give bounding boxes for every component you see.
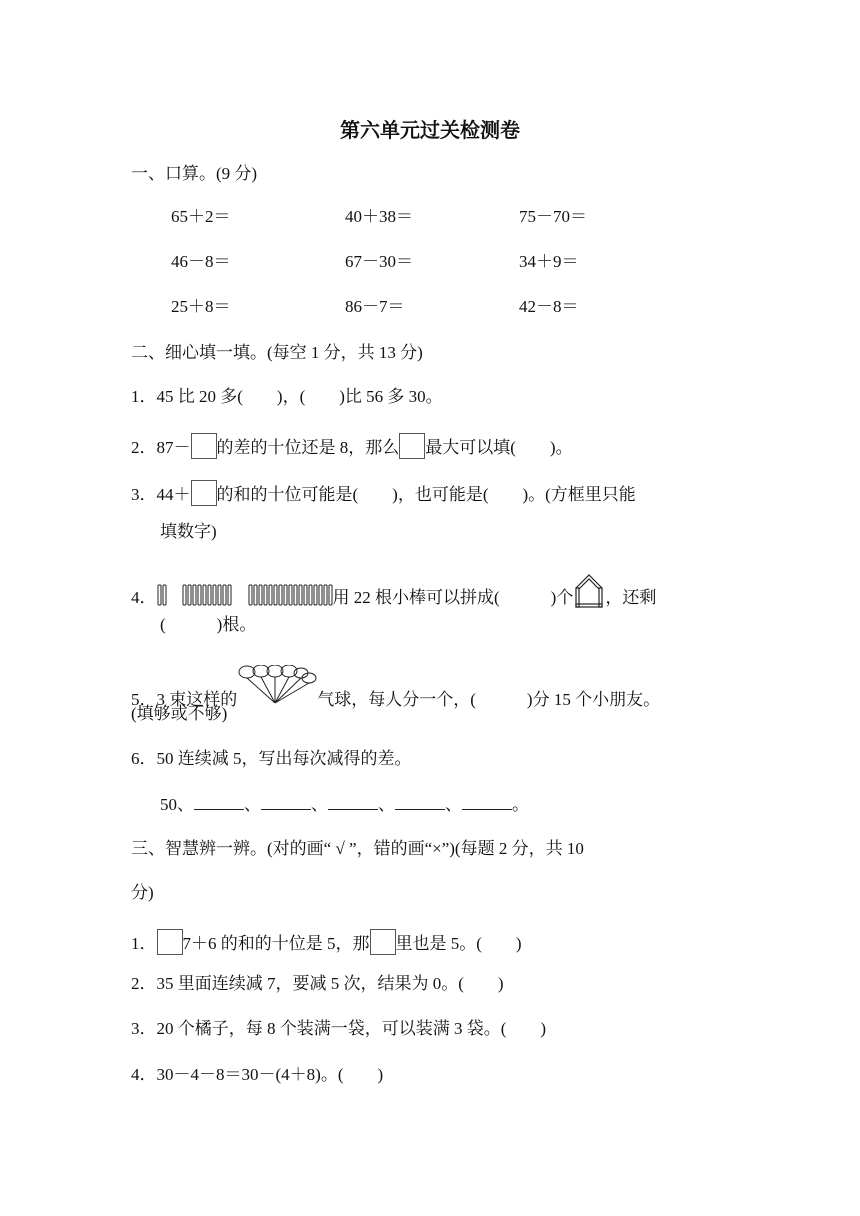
question-number: 1． <box>131 934 157 953</box>
answer-blank[interactable] <box>328 795 378 810</box>
separator: 、 <box>378 795 395 814</box>
question-text: 用 22 根小棒可以拼成( )个 <box>332 588 574 607</box>
answer-blank[interactable] <box>395 795 445 810</box>
question-text: 3．44＋ <box>131 485 191 504</box>
question-2-3 <box>131 480 636 506</box>
calc-item: 67－30＝ <box>345 252 413 271</box>
end-mark: 。 <box>512 795 529 814</box>
question-text: 7＋6 的和的十位是 5，那 <box>182 934 370 953</box>
question-3-4: 4．30－4－8＝30－(4＋8)。( ) <box>131 1065 384 1084</box>
answer-box[interactable] <box>191 480 217 506</box>
calc-item: 75－70＝ <box>519 207 587 226</box>
question-text: 气球，每人分一个，( )分 15 个小朋友。 <box>317 690 661 709</box>
section3-heading: 三、智慧辨一辨。(对的画“ √ ”，错的画“×”)(每题 2 分，共 10 <box>131 839 584 858</box>
question-2-4-cont: ( )根。 <box>160 615 257 634</box>
question-2-2 <box>131 433 573 459</box>
separator: 、 <box>244 795 261 814</box>
section3-heading-cont: 分) <box>131 883 154 902</box>
question-2-3-cont: 填数字) <box>160 522 217 541</box>
question-2-4 <box>131 573 656 609</box>
question-2-6-answers <box>160 794 529 816</box>
answer-blank[interactable] <box>194 795 244 810</box>
question-2-1: 1．45 比 20 多( )，( )比 56 多 30。 <box>131 387 443 406</box>
question-text: ，还剩 <box>605 588 657 607</box>
calc-item: 34＋9＝ <box>519 252 579 271</box>
section1-heading: 一、口算。(9 分) <box>131 164 258 183</box>
calc-item: 25＋8＝ <box>171 297 231 316</box>
question-text: 2．87－ <box>131 438 191 457</box>
answer-blank[interactable] <box>462 795 512 810</box>
calc-item: 40＋38＝ <box>345 207 413 226</box>
calc-item: 42－8＝ <box>519 297 579 316</box>
answer-box[interactable] <box>157 929 183 955</box>
sticks-image <box>157 583 333 607</box>
question-2-6: 6．50 连续减 5，写出每次减得的差。 <box>131 749 412 768</box>
question-text: 的差的十位还是 8，那么 <box>216 438 400 457</box>
balloons-image <box>237 665 317 709</box>
question-3-3: 3．20 个橘子，每 8 个装满一袋，可以装满 3 袋。( ) <box>131 1019 547 1038</box>
question-2-5-cont: (填够或不够) <box>131 704 228 723</box>
question-text: 5．3 束这样的 <box>131 690 238 709</box>
answer-blank[interactable] <box>261 795 311 810</box>
answer-box[interactable] <box>370 929 396 955</box>
house-shape-icon <box>573 573 605 609</box>
question-3-1 <box>131 929 522 955</box>
separator: 、 <box>311 795 328 814</box>
separator: 、 <box>445 795 462 814</box>
answer-box[interactable] <box>399 433 425 459</box>
page-title: 第六单元过关检测卷 <box>340 118 520 142</box>
answer-box[interactable] <box>191 433 217 459</box>
question-3-2: 2．35 里面连续减 7，要减 5 次，结果为 0。( ) <box>131 974 504 993</box>
question-text: 最大可以填( )。 <box>425 438 573 457</box>
question-text: 的和的十位可能是( )，也可能是( )。(方框里只能 <box>216 485 636 504</box>
calc-item: 65＋2＝ <box>171 207 231 226</box>
calc-item: 86－7＝ <box>345 297 405 316</box>
question-text: 里也是 5。( ) <box>395 934 522 953</box>
section2-heading: 二、细心填一填。(每空 1 分，共 13 分) <box>131 343 423 362</box>
calc-item: 46－8＝ <box>171 252 231 271</box>
question-number: 4． <box>131 588 157 607</box>
start-number: 50、 <box>160 795 194 814</box>
